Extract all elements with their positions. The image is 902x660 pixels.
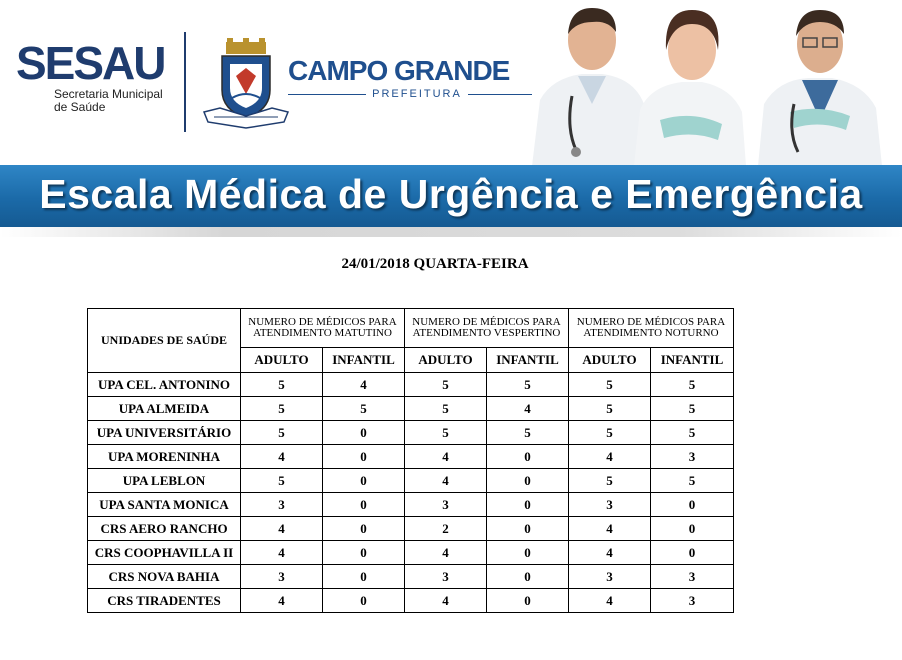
sesau-logo-name: SESAU [16, 37, 165, 89]
doctor-count-cell: 4 [241, 589, 323, 613]
doctor-count-cell: 4 [569, 541, 651, 565]
doctor-count-cell: 5 [651, 421, 734, 445]
table-row [88, 493, 734, 517]
doctor-count-cell: 0 [323, 517, 405, 541]
table-row [88, 421, 734, 445]
doctor-count-cell: 5 [569, 397, 651, 421]
doctor-count-cell: 4 [405, 445, 487, 469]
doctor-count-cell: 5 [569, 373, 651, 397]
adult-header: ADULTO [241, 348, 323, 373]
doctor-count-cell: 0 [487, 541, 569, 565]
schedule-table [87, 308, 734, 613]
doctor-count-cell: 3 [651, 589, 734, 613]
unit-name-cell: UPA SANTA MONICA [88, 493, 241, 517]
doctor-count-cell: 5 [651, 373, 734, 397]
doctor-count-cell: 3 [241, 493, 323, 517]
unit-name-cell: CRS TIRADENTES [88, 589, 241, 613]
doctor-count-cell: 3 [241, 565, 323, 589]
doctor-count-cell: 3 [405, 493, 487, 517]
campo-grande-logo [288, 56, 546, 100]
doctor-count-cell: 0 [323, 469, 405, 493]
doctor-count-cell: 5 [651, 397, 734, 421]
campo-grande-logo-subtitle: PREFEITURA [372, 88, 462, 100]
doctor-count-cell: 0 [323, 541, 405, 565]
doctor-count-cell: 0 [651, 517, 734, 541]
banner-shadow [0, 227, 902, 237]
doctor-count-cell: 0 [651, 493, 734, 517]
adult-header: ADULTO [405, 348, 487, 373]
doctor-count-cell: 5 [241, 397, 323, 421]
doctor-count-cell: 0 [487, 469, 569, 493]
doctor-count-cell: 5 [405, 397, 487, 421]
doctor-count-cell: 4 [241, 517, 323, 541]
table-row [88, 541, 734, 565]
sesau-logo [16, 37, 165, 114]
child-header: INFANTIL [323, 348, 405, 373]
table-row [88, 589, 734, 613]
banner-title: Escala Médica de Urgência e Emergência [39, 171, 863, 217]
doctor-count-cell: 5 [241, 469, 323, 493]
sesau-logo-subtitle [54, 88, 164, 114]
campo-grande-logo-name: CAMPO GRANDE [288, 55, 510, 86]
doctor-count-cell: 5 [487, 421, 569, 445]
logo-divider [184, 32, 186, 132]
doctor-count-cell: 4 [241, 445, 323, 469]
doctor-count-cell: 0 [487, 445, 569, 469]
doctor-count-cell: 5 [569, 421, 651, 445]
doctor-count-cell: 5 [651, 469, 734, 493]
doctor-count-cell: 4 [241, 541, 323, 565]
title-banner [0, 165, 902, 227]
child-header: INFANTIL [487, 348, 569, 373]
table-row [88, 445, 734, 469]
coat-of-arms-icon [200, 38, 292, 130]
table-row [88, 373, 734, 397]
doctor-count-cell: 0 [487, 589, 569, 613]
table-row [88, 565, 734, 589]
doctor-count-cell: 0 [487, 493, 569, 517]
doctor-count-cell: 3 [569, 493, 651, 517]
doctor-count-cell: 5 [323, 397, 405, 421]
doctor-count-cell: 0 [323, 445, 405, 469]
page-header [0, 0, 902, 240]
doctor-count-cell: 3 [405, 565, 487, 589]
doctor-count-cell: 0 [323, 421, 405, 445]
doctor-count-cell: 0 [651, 541, 734, 565]
doctor-count-cell: 5 [569, 469, 651, 493]
doctor-count-cell: 2 [405, 517, 487, 541]
doctor-count-cell: 0 [323, 493, 405, 517]
child-header: INFANTIL [651, 348, 734, 373]
unit-name-cell: UPA ALMEIDA [88, 397, 241, 421]
doctor-count-cell: 4 [487, 397, 569, 421]
sesau-subtitle-line2: de Saúde [54, 100, 106, 114]
unit-name-cell: CRS NOVA BAHIA [88, 565, 241, 589]
unit-name-cell: UPA CEL. ANTONINO [88, 373, 241, 397]
doctor-count-cell: 4 [569, 517, 651, 541]
units-column-header: UNIDADES DE SAÚDE [88, 309, 241, 373]
cg-rule-left [288, 94, 366, 95]
doctor-count-cell: 4 [405, 589, 487, 613]
doctor-count-cell: 4 [569, 445, 651, 469]
date-line: 24/01/2018 QUARTA-FEIRA [341, 256, 529, 272]
doctor-count-cell: 0 [323, 589, 405, 613]
table-row [88, 469, 734, 493]
unit-name-cell: CRS AERO RANCHO [88, 517, 241, 541]
table-row [88, 397, 734, 421]
doctor-count-cell: 4 [405, 469, 487, 493]
doctor-count-cell: 4 [323, 373, 405, 397]
doctor-count-cell: 5 [241, 373, 323, 397]
doctor-count-cell: 3 [651, 565, 734, 589]
morning-period-header: NUMERO DE MÉDICOS PARA ATENDIMENTO MATUTINO [241, 309, 405, 348]
doctor-count-cell: 4 [405, 541, 487, 565]
night-period-header: NUMERO DE MÉDICOS PARA ATENDIMENTO NOTURNO [569, 309, 734, 348]
doctor-count-cell: 3 [569, 565, 651, 589]
sesau-subtitle-line1: Secretaria Municipal [54, 87, 163, 101]
doctors-photo [532, 0, 902, 166]
unit-name-cell: UPA MORENINHA [88, 445, 241, 469]
campo-grande-subtitle-row [288, 88, 546, 100]
period-header-row [88, 309, 734, 348]
schedule-table-body [88, 373, 734, 613]
doctor-count-cell: 3 [651, 445, 734, 469]
unit-name-cell: CRS COOPHAVILLA II [88, 541, 241, 565]
doctor-count-cell: 0 [487, 517, 569, 541]
doctor-count-cell: 5 [405, 373, 487, 397]
afternoon-period-header: NUMERO DE MÉDICOS PARA ATENDIMENTO VESPERTINO [405, 309, 569, 348]
doctor-count-cell: 5 [241, 421, 323, 445]
unit-name-cell: UPA LEBLON [88, 469, 241, 493]
adult-header: ADULTO [569, 348, 651, 373]
doctor-count-cell: 0 [323, 565, 405, 589]
unit-name-cell: UPA UNIVERSITÁRIO [88, 421, 241, 445]
doctor-count-cell: 5 [487, 373, 569, 397]
table-row [88, 517, 734, 541]
doctor-count-cell: 4 [569, 589, 651, 613]
doctor-count-cell: 5 [405, 421, 487, 445]
doctor-count-cell: 0 [487, 565, 569, 589]
